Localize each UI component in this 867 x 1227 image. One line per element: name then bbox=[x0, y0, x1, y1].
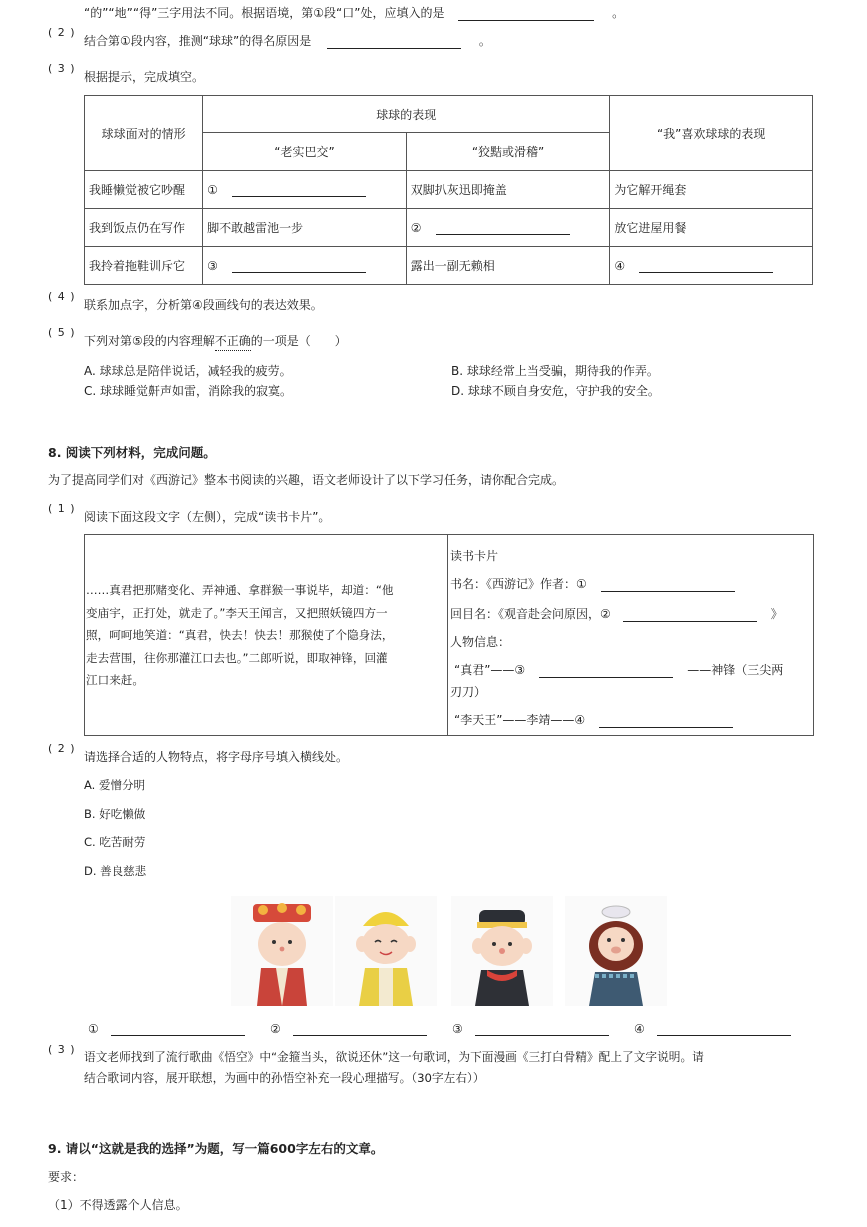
header-situation: 球球面对的情形 bbox=[85, 96, 203, 171]
answer-blank[interactable] bbox=[293, 1021, 427, 1036]
trait-d: D. 善良慈悲 bbox=[84, 864, 147, 878]
answer-blank[interactable] bbox=[458, 6, 594, 21]
answer-blank[interactable] bbox=[657, 1021, 791, 1036]
cell-situation: 我到饭点仍在写作 bbox=[85, 209, 203, 247]
answer-blank[interactable] bbox=[539, 663, 673, 678]
question-number: ( 2 ) bbox=[48, 26, 76, 39]
question-number: ( 5 ) bbox=[48, 326, 76, 339]
cell-situation: 我睡懒觉被它吵醒 bbox=[85, 171, 203, 209]
figure-4-answer: ④ bbox=[634, 1021, 791, 1036]
answer-blank[interactable] bbox=[623, 607, 757, 622]
header-honest: “老实巴交” bbox=[203, 133, 407, 171]
book-card bbox=[449, 535, 813, 735]
option-b[interactable]: B. 球球经常上当受骗，期待我的作弄。 bbox=[451, 364, 659, 378]
card-zhenjun: “真君”——③ ——神锋（三尖两 bbox=[454, 663, 784, 677]
question-number: ( 3 ) bbox=[48, 62, 76, 75]
figure-2-answer: ② bbox=[270, 1021, 427, 1036]
question-number: ( 2 ) bbox=[48, 742, 76, 755]
reading-card-box bbox=[84, 534, 814, 736]
figure-3-answer: ③ bbox=[452, 1021, 609, 1036]
card-zhenjun-cont: 刃刀） bbox=[450, 685, 487, 699]
cell-situation: 我拎着拖鞋训斥它 bbox=[85, 247, 203, 285]
passage-box bbox=[85, 535, 448, 735]
table-row bbox=[85, 209, 813, 247]
q8-1-text: 阅读下面这段文字（左侧），完成“读书卡片”。 bbox=[84, 510, 331, 524]
answer-blank[interactable] bbox=[232, 182, 366, 197]
q8-2-text: 请选择合适的人物特点，将字母序号填入横线处。 bbox=[84, 750, 349, 764]
cell-honest: 脚不敢越雷池一步 bbox=[203, 209, 407, 247]
cell-me: 为它解开绳套 bbox=[610, 171, 813, 209]
q8-intro: 为了提高同学们对《西游记》整本书阅读的兴趣，语文老师设计了以下学习任务，请你配合完成。 bbox=[48, 473, 565, 487]
trait-c: C. 吃苦耐劳 bbox=[84, 835, 146, 849]
q7-4-text: 联系加点字，分析第④段画线句的表达效果。 bbox=[84, 298, 323, 312]
q8-3-line2: 结合歌词内容，展开联想，为画中的孙悟空补充一段心理描写。（30字左右）） bbox=[84, 1071, 485, 1085]
cell-cunning: 双脚扒灰迅即掩盖 bbox=[406, 171, 610, 209]
q8-title: 8. 阅读下列材料，完成问题。 bbox=[48, 445, 216, 460]
card-book: 书名：《西游记》作者：① bbox=[450, 575, 735, 592]
passage-text: ……真君把那赌变化、弄神通、拿群猴一事说毕，却道：“他 变庙宇，正打处，就走了。”李天王闻言，又把照妖镜四方一 照，呵呵地笑道：“真君，快去！快去！那猴使了个隐身法， 走去营围，往你那灌江口去也。”二郎听说，即取神锋，回灌 江口来赶。 bbox=[86, 583, 394, 687]
header-performance: 球球的表现 bbox=[203, 96, 610, 133]
answer-blank[interactable] bbox=[601, 577, 735, 592]
qiuqiu-table bbox=[84, 95, 813, 285]
q9-title: 9. 请以“这就是我的选择”为题，写一篇600字左右的文章。 bbox=[48, 1141, 384, 1156]
card-litianwang: “李天王”——李靖——④ bbox=[454, 711, 733, 728]
question-number: ( 3 ) bbox=[48, 1043, 76, 1056]
cell-honest: ① bbox=[203, 171, 407, 209]
emphasis-text: 不正确 bbox=[215, 334, 251, 348]
cell-me: 放它进屋用餐 bbox=[610, 209, 813, 247]
q7-2-text: 结合第①段内容，推测“球球”的得名原因是 。 bbox=[84, 34, 491, 48]
header-me: “我”喜欢球球的表现 bbox=[610, 96, 813, 171]
sun-wukong-illustration bbox=[335, 896, 437, 1006]
sha-seng-illustration bbox=[451, 896, 553, 1006]
cell-honest: ③ bbox=[203, 247, 407, 285]
zhu-bajie-illustration bbox=[565, 896, 667, 1006]
trait-a: A. 爱憎分明 bbox=[84, 778, 145, 792]
question-number: ( 1 ) bbox=[48, 502, 76, 515]
card-chapter: 回目名：《观音赴会问原因，② 》 bbox=[450, 607, 783, 621]
cell-cunning: 露出一副无赖相 bbox=[406, 247, 610, 285]
answer-blank[interactable] bbox=[232, 258, 366, 273]
table-row bbox=[85, 171, 813, 209]
q9-requirement-1: （1）不得透露个人信息。 bbox=[48, 1198, 188, 1212]
card-title: 读书卡片 bbox=[450, 549, 499, 563]
question-number: ( 4 ) bbox=[48, 290, 76, 303]
answer-blank[interactable] bbox=[111, 1021, 245, 1036]
answer-blank[interactable] bbox=[639, 258, 773, 273]
q7-5-text: 下列对第⑤段的内容理解不正确 的一项是（ ） bbox=[84, 332, 347, 349]
trait-b: B. 好吃懒做 bbox=[84, 807, 146, 821]
cell-cunning: ② bbox=[406, 209, 610, 247]
tang-seng-illustration bbox=[231, 896, 333, 1006]
q8-3-line1: 语文老师找到了流行歌曲《悟空》中“金箍当头，欲说还休”这一句歌词，为下面漫画《三打白骨精》配上了文字说明。请 bbox=[84, 1050, 704, 1064]
card-people: 人物信息： bbox=[450, 635, 511, 649]
q9-requirement-label: 要求： bbox=[48, 1170, 85, 1184]
answer-blank[interactable] bbox=[436, 220, 570, 235]
header-cunning: “狡黠或滑稽” bbox=[406, 133, 610, 171]
answer-blank[interactable] bbox=[475, 1021, 609, 1036]
option-d[interactable]: D. 球球不顾自身安危，守护我的安全。 bbox=[451, 384, 660, 398]
answer-blank[interactable] bbox=[599, 713, 733, 728]
answer-blank[interactable] bbox=[327, 34, 461, 49]
figure-1-answer: ① bbox=[88, 1021, 245, 1036]
option-c[interactable]: C. 球球睡觉鼾声如雷，消除我的寂寞。 bbox=[84, 384, 293, 398]
cell-me: ④ bbox=[610, 247, 813, 285]
option-a[interactable]: A. 球球总是陪伴说话，减轻我的疲劳。 bbox=[84, 364, 292, 378]
q7-line0: “的”“地”“得”三字用法不同。根据语境，第①段“口”处，应填入的是 。 bbox=[84, 6, 625, 20]
q7-3-text: 根据提示，完成填空。 bbox=[84, 70, 205, 84]
table-row bbox=[85, 247, 813, 285]
